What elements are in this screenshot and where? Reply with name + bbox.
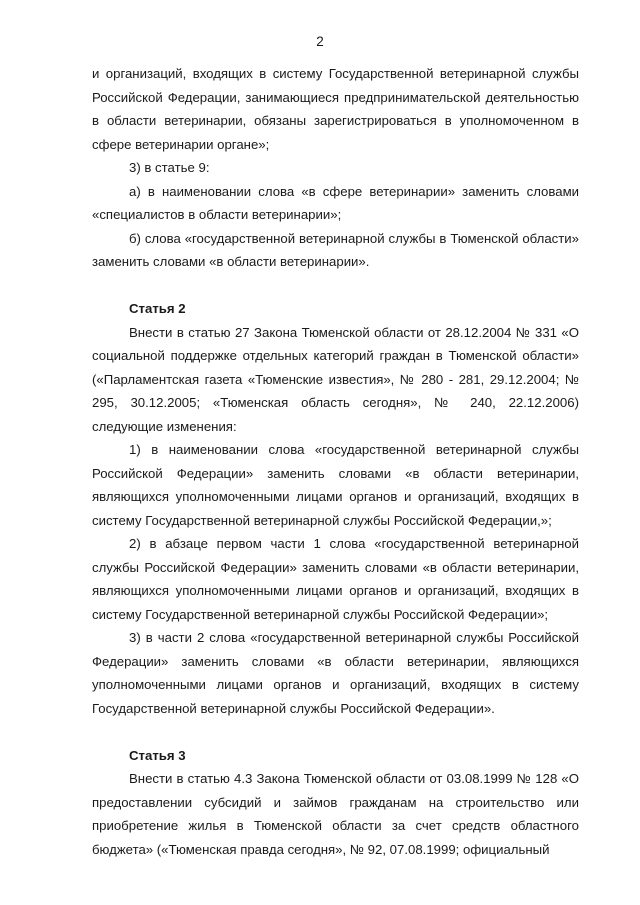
paragraph: и организаций, входящих в систему Государственной ветеринарной службы Российской Федерации, занимающиеся предпринимательской деятельностью в области ветеринарии, обязаны зарегистрироваться в уполномоченном в сфере ветеринарии органе»; (92, 66, 579, 152)
article-heading: Статья 3 (129, 747, 186, 763)
paragraph: а) в наименовании слова «в сфере ветеринарии» заменить словами «специалистов в области ветеринарии»; (92, 183, 579, 222)
article-heading: Статья 2 (129, 301, 186, 316)
paragraph: 3) в статье 9: (129, 160, 210, 175)
paragraph: 3) в части 2 слова «государственной ветеринарной службы Российской Федерации» заменить словами «в области ветеринарии, являющихся уполномоченными лицами органов и организаций, входящих в систему Государственной ветеринарной службы Российской Федерации». (92, 630, 579, 716)
section-gap (92, 720, 579, 744)
paragraph: Внести в статью 27 Закона Тюменской области от 28.12.2004 № 331 «О социальной поддержке отдельных категорий граждан в Тюменской области» («Парламентская газета «Тюменские известия», № 280 - 281, 29.12.2004; № 295, 30.12.2005; «Тюменская область сегодня», № 240, 22.12.2006) следующие изменения: (92, 324, 579, 434)
paragraph: Внести в статью 4.3 Закона Тюменской области от 03.08.1999 № 128 «О предоставлении субсидий и займов гражданам на строительство или приобретение жилья в Тюменской области за счет средств областного бюджета» («Тюменская правда сегодня», № 92, 07.08.1999; официальный (92, 771, 579, 857)
paragraph: 1) в наименовании слова «государственной ветеринарной службы Российской Федерации» заменить словами «в области ветеринарии, являющихся уполномоченными лицами органов и организаций, входящих в систему Государственной ветеринарной службы Российской Федерации,»; (92, 442, 579, 528)
section-gap (92, 274, 579, 298)
paragraph: 2) в абзаце первом части 1 слова «государственной ветеринарной службы Российской Федерации» заменить словами «в области ветеринарии, являющихся уполномоченными лицами органов и организаций, входящих в систему Государственной ветеринарной службы Российской Федерации»; (92, 536, 579, 622)
document-body (92, 62, 579, 861)
paragraph: б) слова «государственной ветеринарной службы в Тюменской области» заменить словами «в области ветеринарии». (92, 230, 579, 269)
page-number: 2 (316, 34, 324, 49)
